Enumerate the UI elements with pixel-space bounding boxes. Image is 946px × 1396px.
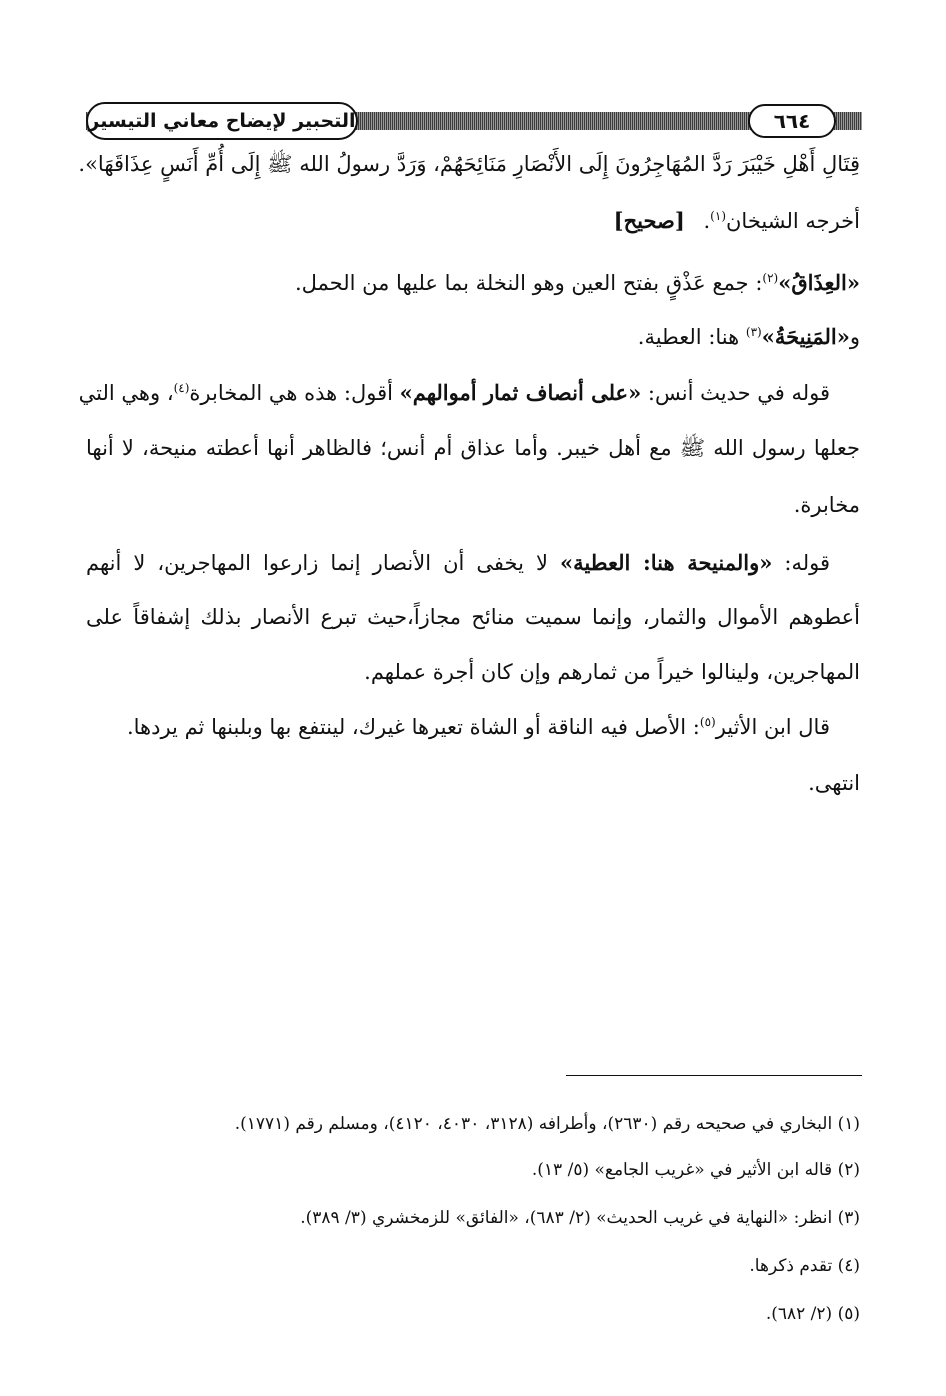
footnote-3: (٣) انظر: «النهاية في غريب الحديث» (٢/ ٦٨٣)، «الفائق» للزمخشري (٣/ ٣٨٩). xyxy=(300,1208,860,1228)
footnote-ref-5: (٥) xyxy=(699,715,716,729)
paragraph-2-line-2: أعطوهم الأموال والثمار، وإنما سميت منائح مجازاً،حيث تبرع الأنصار بذلك إشفاقاً على xyxy=(86,605,860,629)
paragraph-1-line-3: مخابرة. xyxy=(793,493,860,517)
paragraph-2-line-3: المهاجرين، ولينالوا خيراً من ثمارهم وإن كان أجرة عملهم. xyxy=(364,660,860,684)
para3-intro: قال ابن الأثير xyxy=(715,715,830,739)
takhrij-end: . xyxy=(703,209,711,233)
paragraph-1-line-2: جعلها رسول الله ﷺ مع أهل خيبر. وأما عذاق أم أنس؛ فالظاهر أنها أعطته منيحة، لا أنها xyxy=(86,436,860,460)
para2-comment: لا يخفى أن الأنصار إنما زارعوا المهاجرين، لا أنهم xyxy=(86,551,560,575)
page-number-frame xyxy=(748,104,836,138)
para1-intro: قوله في حديث أنس: xyxy=(641,381,830,405)
paragraph-1-line-1 xyxy=(78,380,860,406)
footnote-5: (٥) (٢/ ٦٨٢). xyxy=(765,1304,860,1324)
gloss-adhaq-text: : جمع عَذْقٍ بفتح العين وهو النخلة بما عليها من الحمل. xyxy=(294,271,763,295)
gloss-adhaq-word: «العِذَاقُ» xyxy=(778,270,860,295)
takhrij-line xyxy=(614,208,860,234)
para2-intro: قوله: xyxy=(772,551,831,575)
footnote-ref-2: (٢) xyxy=(762,271,779,285)
gloss-maniha-word: «المَنِيحَةُ» xyxy=(761,324,850,349)
footnote-ref-4: (٤) xyxy=(173,381,190,395)
footnote-2: (٢) قاله ابن الأثير في «غريب الجامع» (٥/ ١٣). xyxy=(531,1160,860,1180)
para1-continuation: ، وهي التي xyxy=(78,381,174,405)
gloss-adhaq xyxy=(295,270,860,296)
footnote-4: (٤) تقدم ذكرها. xyxy=(749,1256,860,1276)
book-title-frame xyxy=(86,102,358,140)
paragraph-2-line-1 xyxy=(86,550,860,576)
hadith-text: قِتَالِ أَهْلِ خَيْبَرَ رَدَّ المُهَاجِرُونَ إِلَى الأَنْصَارِ مَنَائِحَهُمْ، وَرَدَّ رسولُ الله ﷺ إِلَى أُمِّ أَنَسٍ عِذَاقَهَا». xyxy=(78,152,860,176)
book-title: التحبير لإيضاح معاني التيسير xyxy=(88,110,356,132)
para1-quote: «على أنصاف ثمار أموالهم» xyxy=(399,380,642,405)
page-number: ٦٦٤ xyxy=(773,109,811,133)
gloss-maniha-text: هنا: العطية. xyxy=(637,325,746,349)
running-header xyxy=(86,102,862,144)
para1-comment: أقول: هذه هي المخابرة xyxy=(189,381,400,405)
footnote-ref-3: (٣) xyxy=(745,325,762,339)
hadith-grade: [صحيح] xyxy=(613,208,685,233)
paragraph-3-line-1 xyxy=(127,715,860,740)
paragraph-3-line-2: انتهى. xyxy=(808,771,860,795)
gloss-maniha-prefix: و xyxy=(849,325,860,349)
footnote-1: (١) البخاري في صحيحه رقم (٢٦٣٠)، وأطرافه (٣١٢٨، ٤٠٣٠، ٤١٢٠)، ومسلم رقم (١٧٧١). xyxy=(234,1114,860,1134)
gloss-maniha xyxy=(638,324,860,350)
para3-text: : الأصل فيه الناقة أو الشاة تعيرها غيرك، لينتفع بها وبلبنها ثم يردها. xyxy=(126,715,700,739)
para2-quote: «والمنيحة هنا: العطية» xyxy=(560,550,773,575)
footnote-separator xyxy=(566,1075,862,1076)
takhrij-text: أخرجه الشيخان xyxy=(726,209,860,233)
footnote-ref-1: (١) xyxy=(710,209,726,223)
